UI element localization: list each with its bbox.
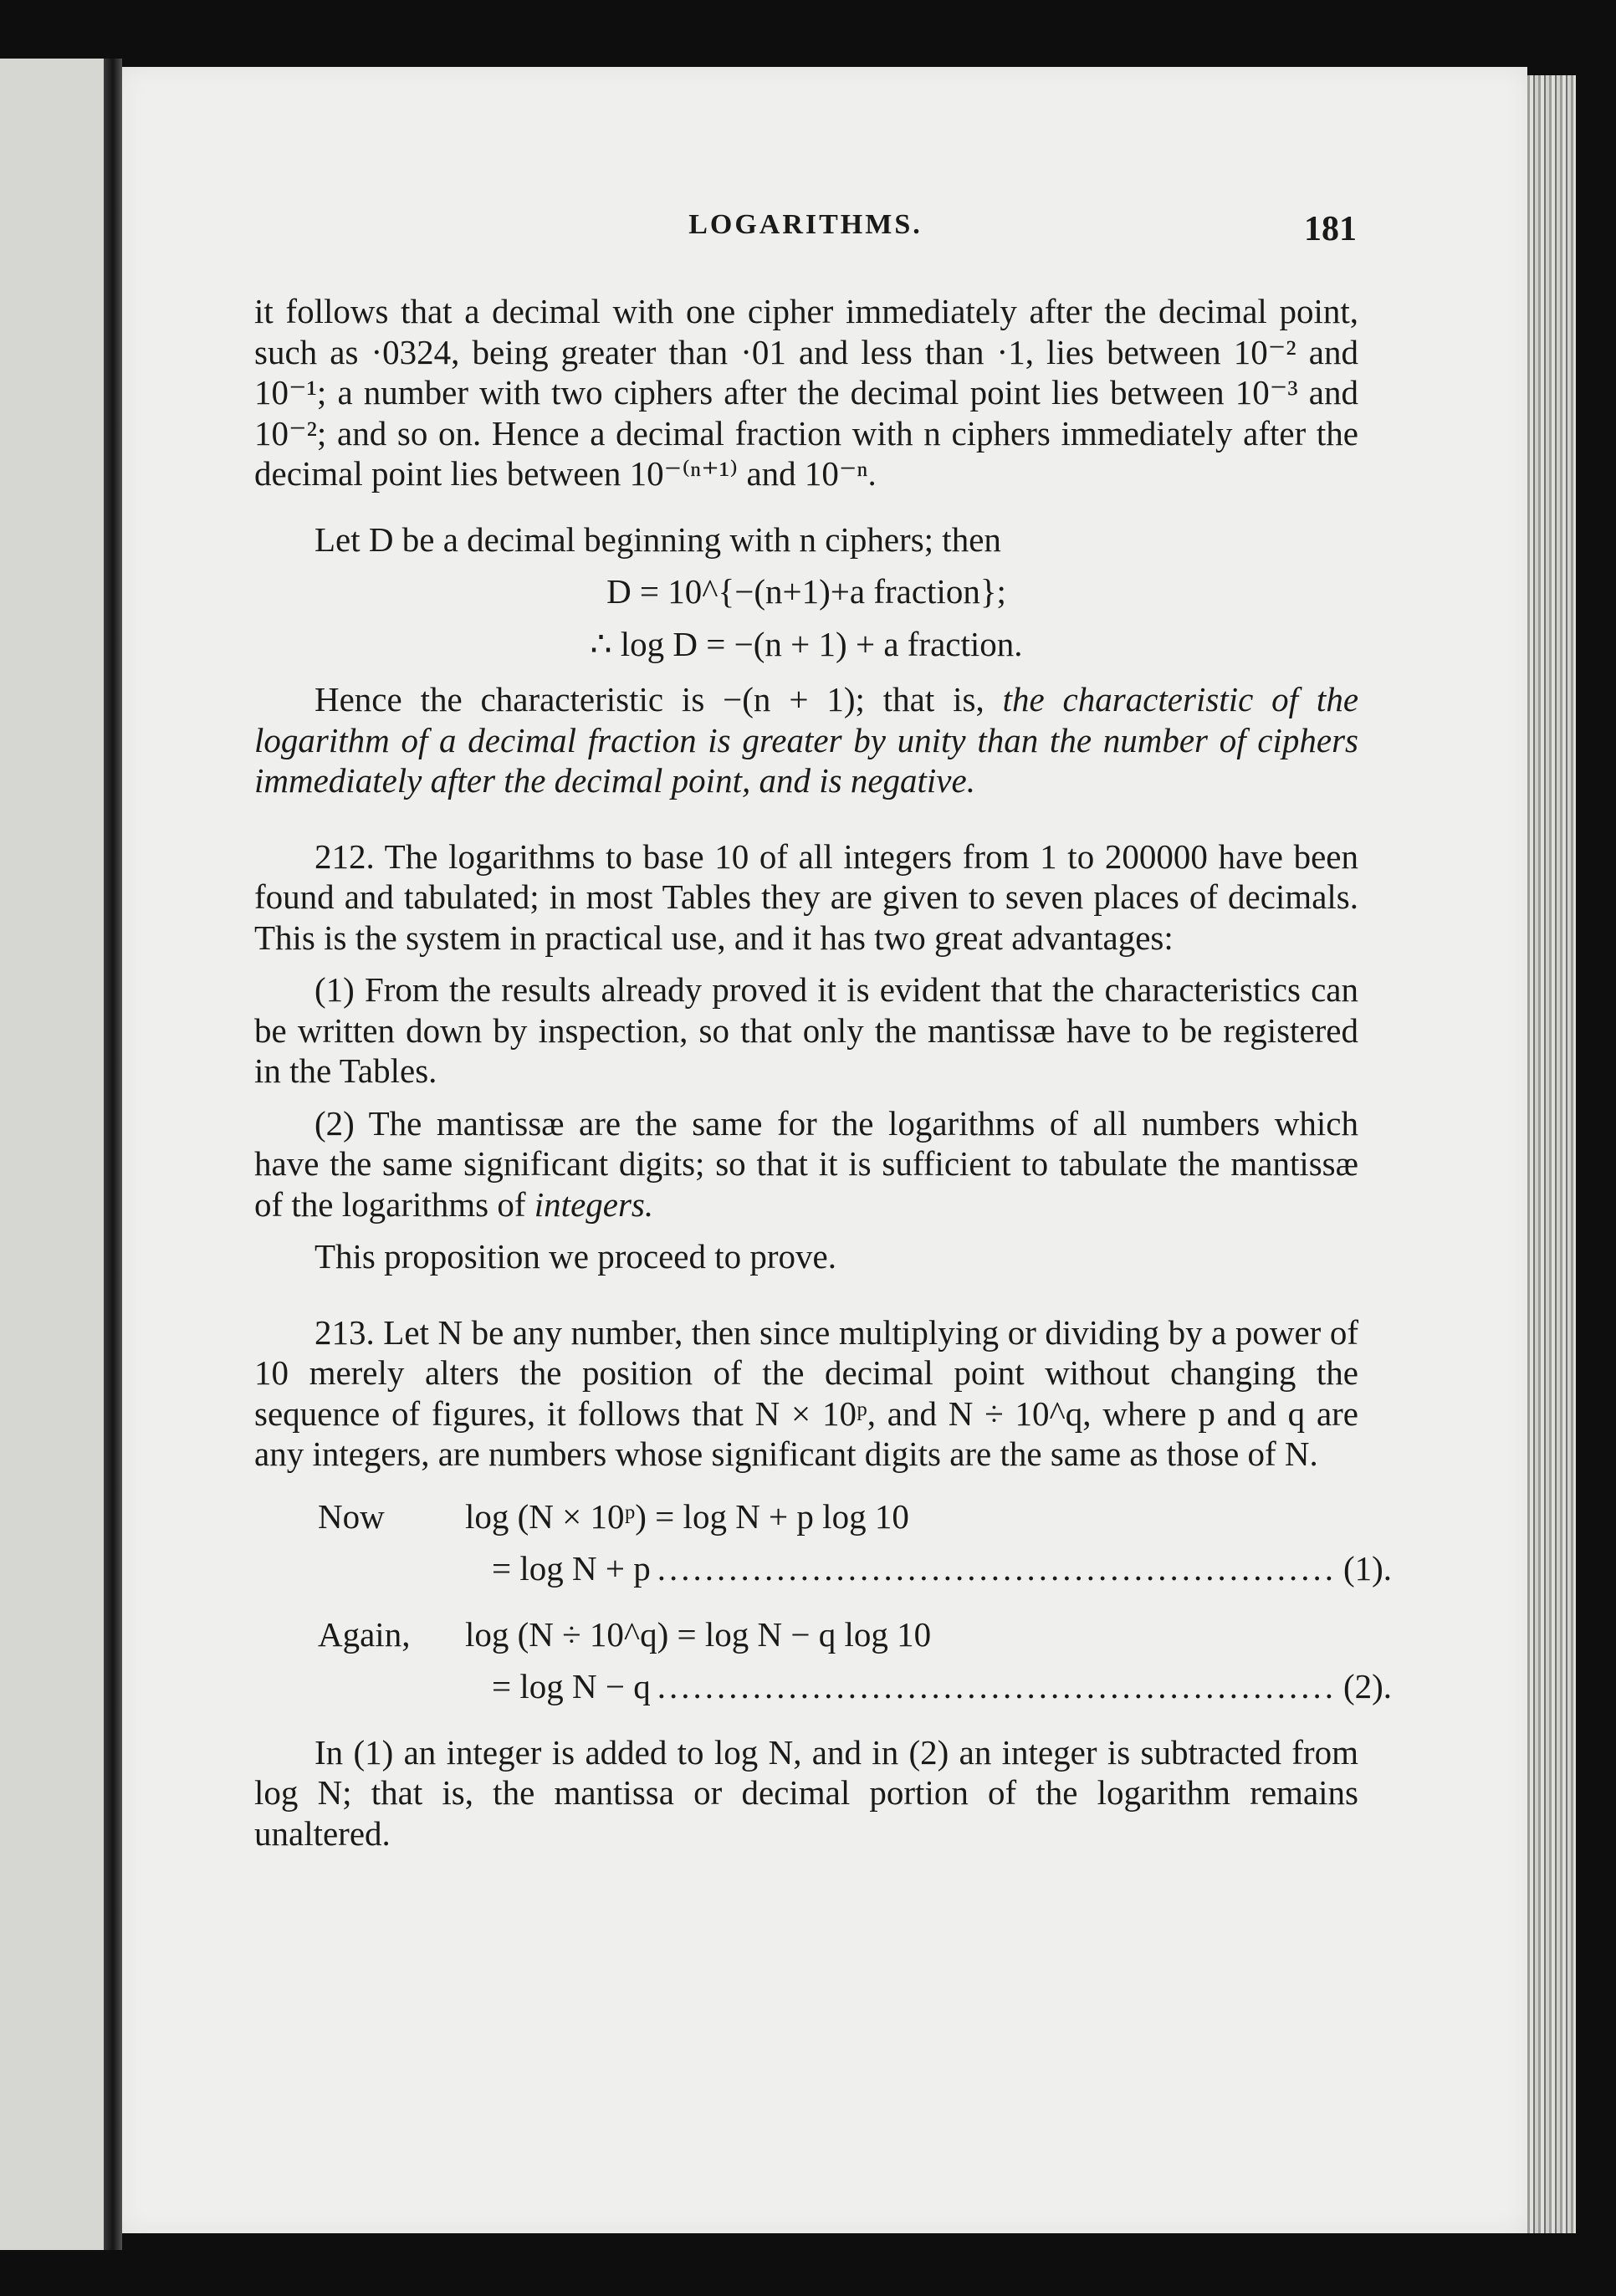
- paragraph-conclusion: In (1) an integer is added to log N, and in (2) an integer is subtracted from log N; that is, the mantissa or decimal portion of the logarithm remains unaltered.: [254, 1732, 1358, 1853]
- again-label: Again,: [318, 1614, 411, 1654]
- running-title: LOGARITHMS.: [688, 209, 923, 240]
- section-212: 212. The logarithms to base 10 of all integers from 1 to 200000 have been found and tabulated; in most Tables they are given to seven places of decimals. This is the system in practical use, and it has two great advantages:: [254, 836, 1358, 957]
- facing-page-edge: [0, 59, 110, 2250]
- display-line-1: log (N × 10ᵖ) = log N + p log 10: [465, 1496, 909, 1536]
- display-equations: [254, 1496, 1393, 1707]
- paragraph-1: it follows that a decimal with one cipher immediately after the decimal point, such as ·0324, being greater than ·01 and less than ·1, lies between 10⁻² and 10⁻¹; a number with two ciphers after the decimal point lies between 10⁻³ and 10⁻²; and so on. Hence a decimal fraction with n ciphers immediately after the decimal point lies between 10⁻⁽ⁿ⁺¹⁾ and 10⁻ⁿ.: [254, 292, 1358, 493]
- dot-leader: .........................................................: [657, 1667, 1337, 1705]
- dot-leader: .........................................................: [657, 1549, 1337, 1588]
- paragraph-3: [254, 679, 1358, 801]
- equation-1: D = 10^{−(n+1)+a fraction};: [606, 572, 1006, 611]
- paragraph-2: Let D be a decimal beginning with n ciphers; then: [315, 519, 1001, 559]
- book-gutter: [104, 59, 122, 2250]
- display-row-1: [254, 1496, 1358, 1537]
- section-213: 213. Let N be any number, then since multiplying or dividing by a power of 10 merely alters the position of the decimal point without changing the sequence of figures, it follows that N × 10ᵖ, and N ÷ 10^q, where p and q are any integers, are numbers whose significant digits are the same as those of N.: [254, 1312, 1358, 1473]
- display-line-2: = log N + p: [492, 1549, 651, 1588]
- paragraph-3-text: Hence the characteristic is −(n + 1); that is,: [315, 680, 984, 718]
- running-head: [254, 209, 1357, 259]
- equation-2: ∴ log D = −(n + 1) + a fraction.: [590, 624, 1023, 663]
- page-number: 181: [1304, 210, 1357, 248]
- equation-tag-1: (1).: [1343, 1549, 1393, 1588]
- equation-tag-2: (2).: [1343, 1667, 1393, 1705]
- page-edges: [1527, 75, 1576, 2233]
- display-line-3: log (N ÷ 10^q) = log N − q log 10: [465, 1614, 932, 1654]
- display-row-3: [254, 1614, 1358, 1655]
- advantage-2-text: (2) The mantissæ are the same for the logarithms of all numbers which have the same significant digits; so that it is sufficient to tabulate the mantissæ of the logarithms of: [254, 1103, 1358, 1224]
- body-text: [254, 291, 1393, 1854]
- now-label: Now: [318, 1496, 385, 1536]
- display-row-4: [254, 1666, 1393, 1707]
- display-row-2: [254, 1548, 1393, 1589]
- advantage-2-italic: integers.: [534, 1184, 654, 1224]
- display-line-4: = log N − q: [492, 1667, 651, 1705]
- advantage-2: [254, 1103, 1358, 1225]
- display-line-2-wrap: [254, 1548, 1392, 1589]
- advantage-1: (1) From the results already proved it is evident that the characteristics can be written down by inspection, so that only the mantissæ have to be registered in the Tables.: [254, 970, 1358, 1090]
- paragraph-3-italic: the characteristic of the logarithm of a decimal fraction is greater by unity than the number of ciphers immediately after the decimal point, and is negative.: [254, 680, 1359, 800]
- display-line-4-wrap: [254, 1666, 1392, 1707]
- paragraph-proposition: This proposition we proceed to prove.: [315, 1237, 836, 1276]
